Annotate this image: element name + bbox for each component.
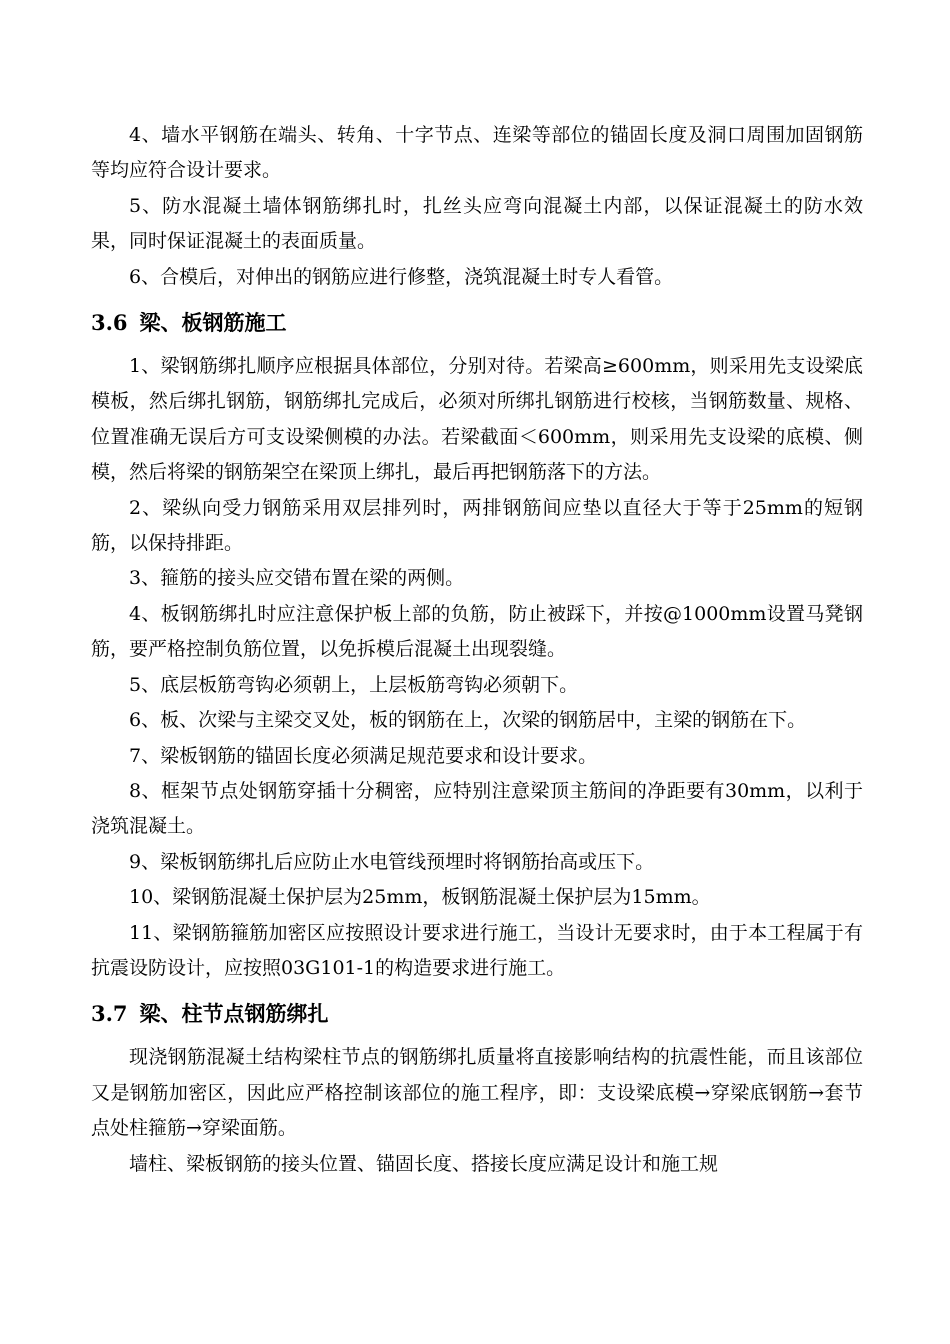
section-heading-3-6 [91,303,863,343]
paragraph: 9、梁板钢筋绑扎后应防止水电管线预埋时将钢筋抬高或压下。 [129,850,655,873]
paragraph: 4、板钢筋绑扎时应注意保护板上部的负筋，防止被踩下，并按@1000mm设置马凳钢筋，要严格控制负筋位置，以免拆模后混凝土出现裂缝。 [91,602,863,661]
paragraph: 8、框架节点处钢筋穿插十分稠密，应特别注意梁顶主筋间的净距要有30mm，以利于浇筑混凝土。 [91,779,863,838]
paragraph: 6、合模后，对伸出的钢筋应进行修整，浇筑混凝土时专人看管。 [129,265,674,288]
section-number: 3.7 [91,1001,128,1027]
paragraph: 7、梁板钢筋的锚固长度必须满足规范要求和设计要求。 [129,744,598,767]
paragraph: 2、梁纵向受力钢筋采用双层排列时，两排钢筋间应垫以直径大于等于25mm的短钢筋，以保持排距。 [91,496,863,555]
paragraph: 3、箍筋的接头应交错布置在梁的两侧。 [129,567,465,590]
document-page [91,118,863,1182]
paragraph: 11、梁钢筋箍筋加密区应按照设计要求进行施工，当设计无要求时，由于本工程属于有抗震设防设计，应按照03G101-1的构造要求进行施工。 [91,921,863,979]
paragraph: 现浇钢筋混凝土结构梁柱节点的钢筋绑扎质量将直接影响结构的抗震性能，而且该部位又是钢筋加密区，因此应严格控制该部位的施工程序，即：支设梁底模→穿梁底钢筋→套节点处柱箍筋→穿梁面筋。 [91,1046,863,1140]
section-heading-3-7 [91,994,863,1034]
paragraph: 6、板、次梁与主梁交叉处，板的钢筋在上，次梁的钢筋居中，主梁的钢筋在下。 [129,709,807,732]
section-title: 梁、柱节点钢筋绑扎 [139,1001,329,1027]
paragraph: 4、墙水平钢筋在端头、转角、十字节点、连梁等部位的锚固长度及洞口周围加固钢筋等均应符合设计要求。 [91,124,863,182]
paragraph: 墙柱、梁板钢筋的接头位置、锚固长度、搭接长度应满足设计和施工规 [129,1152,719,1175]
paragraph: 5、底层板筋弯钩必须朝上，上层板筋弯钩必须朝下。 [129,673,579,696]
paragraph: 10、梁钢筋混凝土保护层为25mm，板钢筋混凝土保护层为15mm。 [129,886,711,909]
section-number: 3.6 [91,310,128,336]
paragraph: 1、梁钢筋绑扎顺序应根据具体部位，分别对待。若梁高≥600mm，则采用先支设梁底模板，然后绑扎钢筋，钢筋绑扎完成后，必须对所绑扎钢筋进行校核，当钢筋数量、规格、位置准确无误后方可支设梁侧模的办法。若梁截面＜600mm，则采用先支设梁的底模、侧模，然后将梁的钢筋架空在梁顶上绑扎，最后再把钢筋落下的方法。 [91,355,863,484]
section-title: 梁、板钢筋施工 [139,310,287,336]
paragraph: 5、防水混凝土墙体钢筋绑扎时，扎丝头应弯向混凝土内部，以保证混凝土的防水效果，同时保证混凝土的表面质量。 [91,194,863,253]
